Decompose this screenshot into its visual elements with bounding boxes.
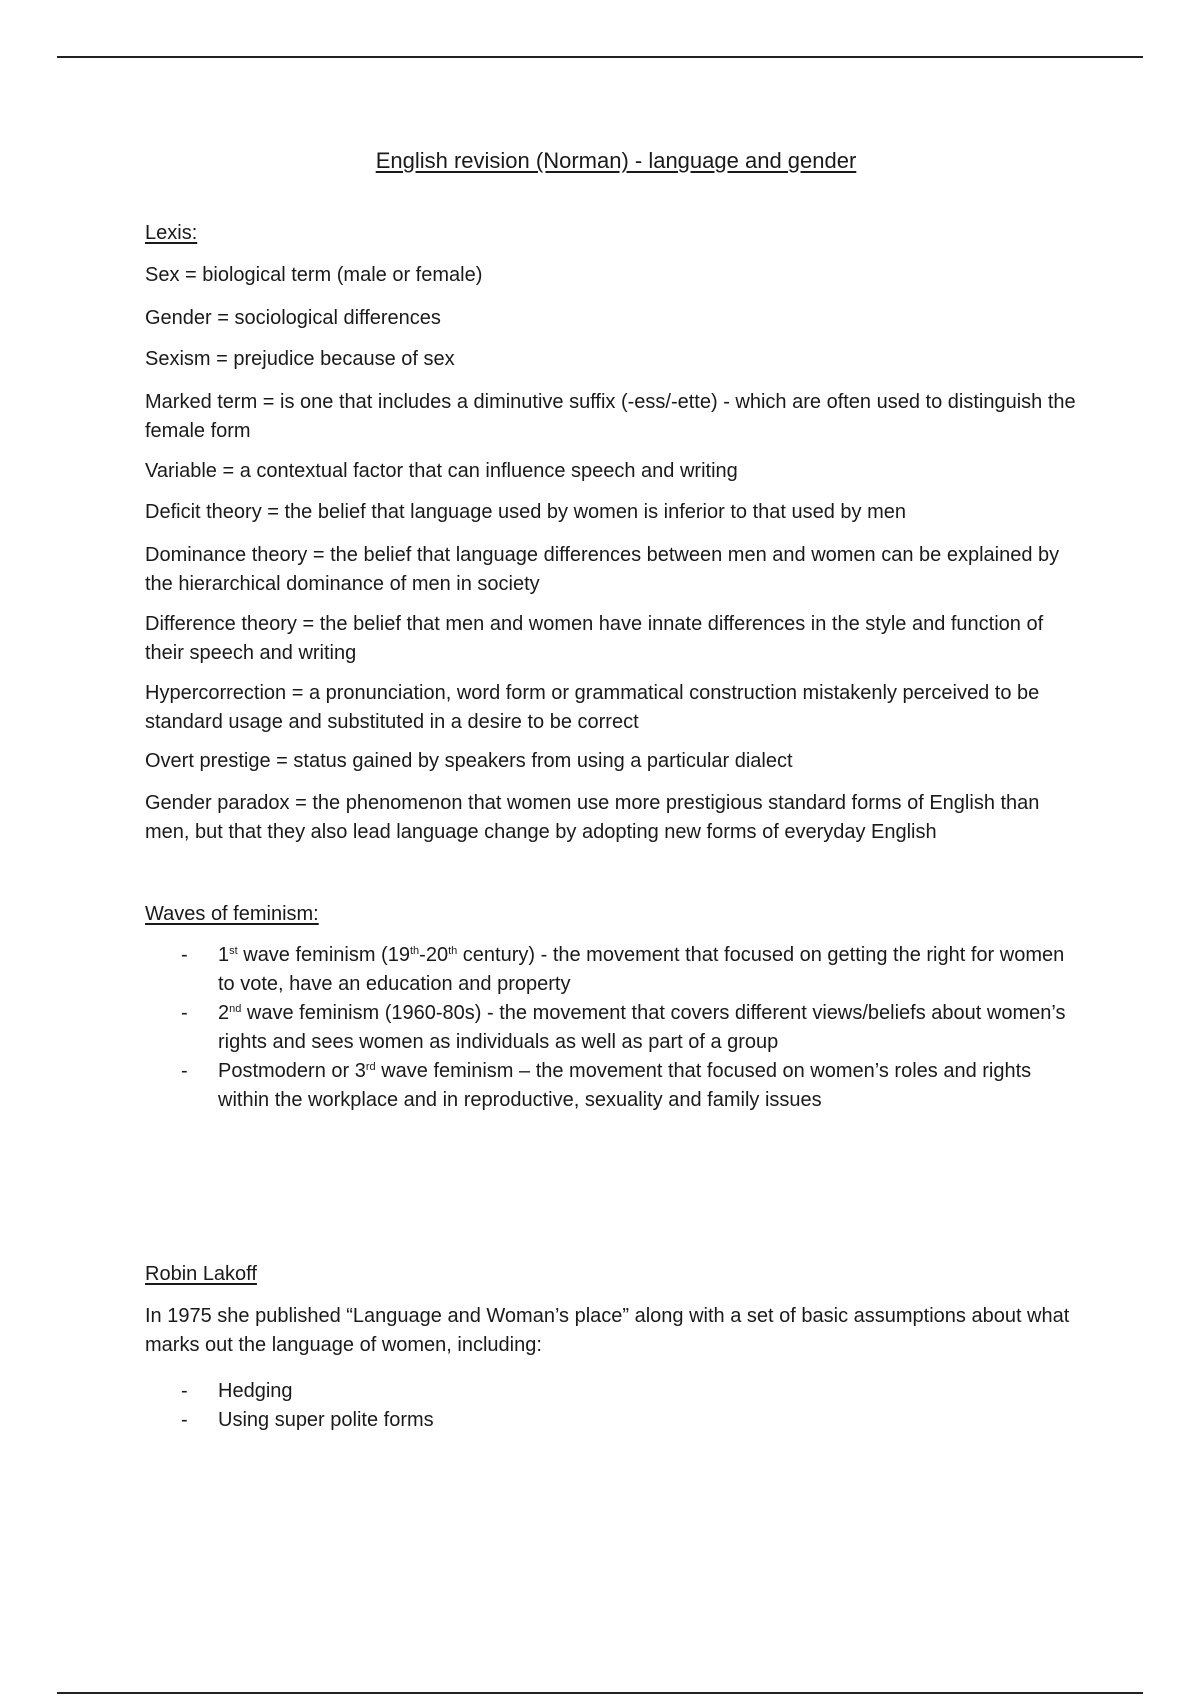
list-item: - 2nd wave feminism (1960-80s) - the movement that covers different views/beliefs about women’s rights and sees women as individuals as well as part of a group bbox=[145, 999, 1085, 1057]
lakoff-list bbox=[145, 1377, 1085, 1435]
definition-hypercorrection: Hypercorrection = a pronunciation, word form or grammatical construction mistakenly perceived to be standard usage and substituted in a desire to be correct bbox=[145, 682, 1040, 733]
bullet-dash: - bbox=[181, 1002, 188, 1024]
list-item: - Using super polite forms bbox=[145, 1406, 1085, 1435]
definition-sex: Sex = biological term (male or female) bbox=[145, 264, 483, 286]
bullet-dash: - bbox=[181, 944, 188, 966]
footer-rule bbox=[57, 1692, 1143, 1694]
definition-gender: Gender = sociological differences bbox=[145, 307, 441, 329]
feminism-heading: Waves of feminism: bbox=[145, 903, 319, 925]
definition-dominance-theory: Dominance theory = the belief that language differences between men and women can be explained by the hierarchical dominance of men in society bbox=[145, 544, 1060, 595]
list-item: - Hedging bbox=[145, 1377, 1085, 1406]
lexis-heading: Lexis: bbox=[145, 222, 198, 244]
definition-marked-term: Marked term = is one that includes a diminutive suffix (-ess/-ette) - which are often used to distinguish the female form bbox=[145, 391, 1076, 442]
bullet-dash: - bbox=[181, 1409, 188, 1431]
definition-sexism: Sexism = prejudice because of sex bbox=[145, 348, 455, 370]
list-item: - 1st wave feminism (19th-20th century) - the movement that focused on getting the right for women to vote, have an education and property bbox=[145, 941, 1085, 999]
definition-difference-theory: Difference theory = the belief that men and women have innate differences in the style and function of their speech and writing bbox=[145, 613, 1044, 664]
bullet-dash: - bbox=[181, 1060, 188, 1082]
feminism-list bbox=[145, 941, 1085, 1115]
lakoff-heading: Robin Lakoff bbox=[145, 1263, 257, 1285]
definition-overt-prestige: Overt prestige = status gained by speakers from using a particular dialect bbox=[145, 750, 793, 772]
header-rule bbox=[57, 56, 1143, 58]
lakoff-intro: In 1975 she published “Language and Woman’s place” along with a set of basic assumptions about what marks out the language of women, including: bbox=[145, 1305, 1070, 1356]
bullet-dash: - bbox=[181, 1380, 188, 1402]
list-item: - Postmodern or 3rd wave feminism – the movement that focused on women’s roles and rights within the workplace and in reproductive, sexuality and family issues bbox=[145, 1057, 1085, 1115]
page-title: English revision (Norman) - language and gender bbox=[375, 148, 857, 173]
definition-deficit-theory: Deficit theory = the belief that language used by women is inferior to that used by men bbox=[145, 501, 906, 523]
definition-gender-paradox: Gender paradox = the phenomenon that women use more prestigious standard forms of English than men, but that they also lead language change by adopting new forms of everyday English bbox=[145, 792, 1040, 843]
definition-variable: Variable = a contextual factor that can influence speech and writing bbox=[145, 460, 738, 482]
